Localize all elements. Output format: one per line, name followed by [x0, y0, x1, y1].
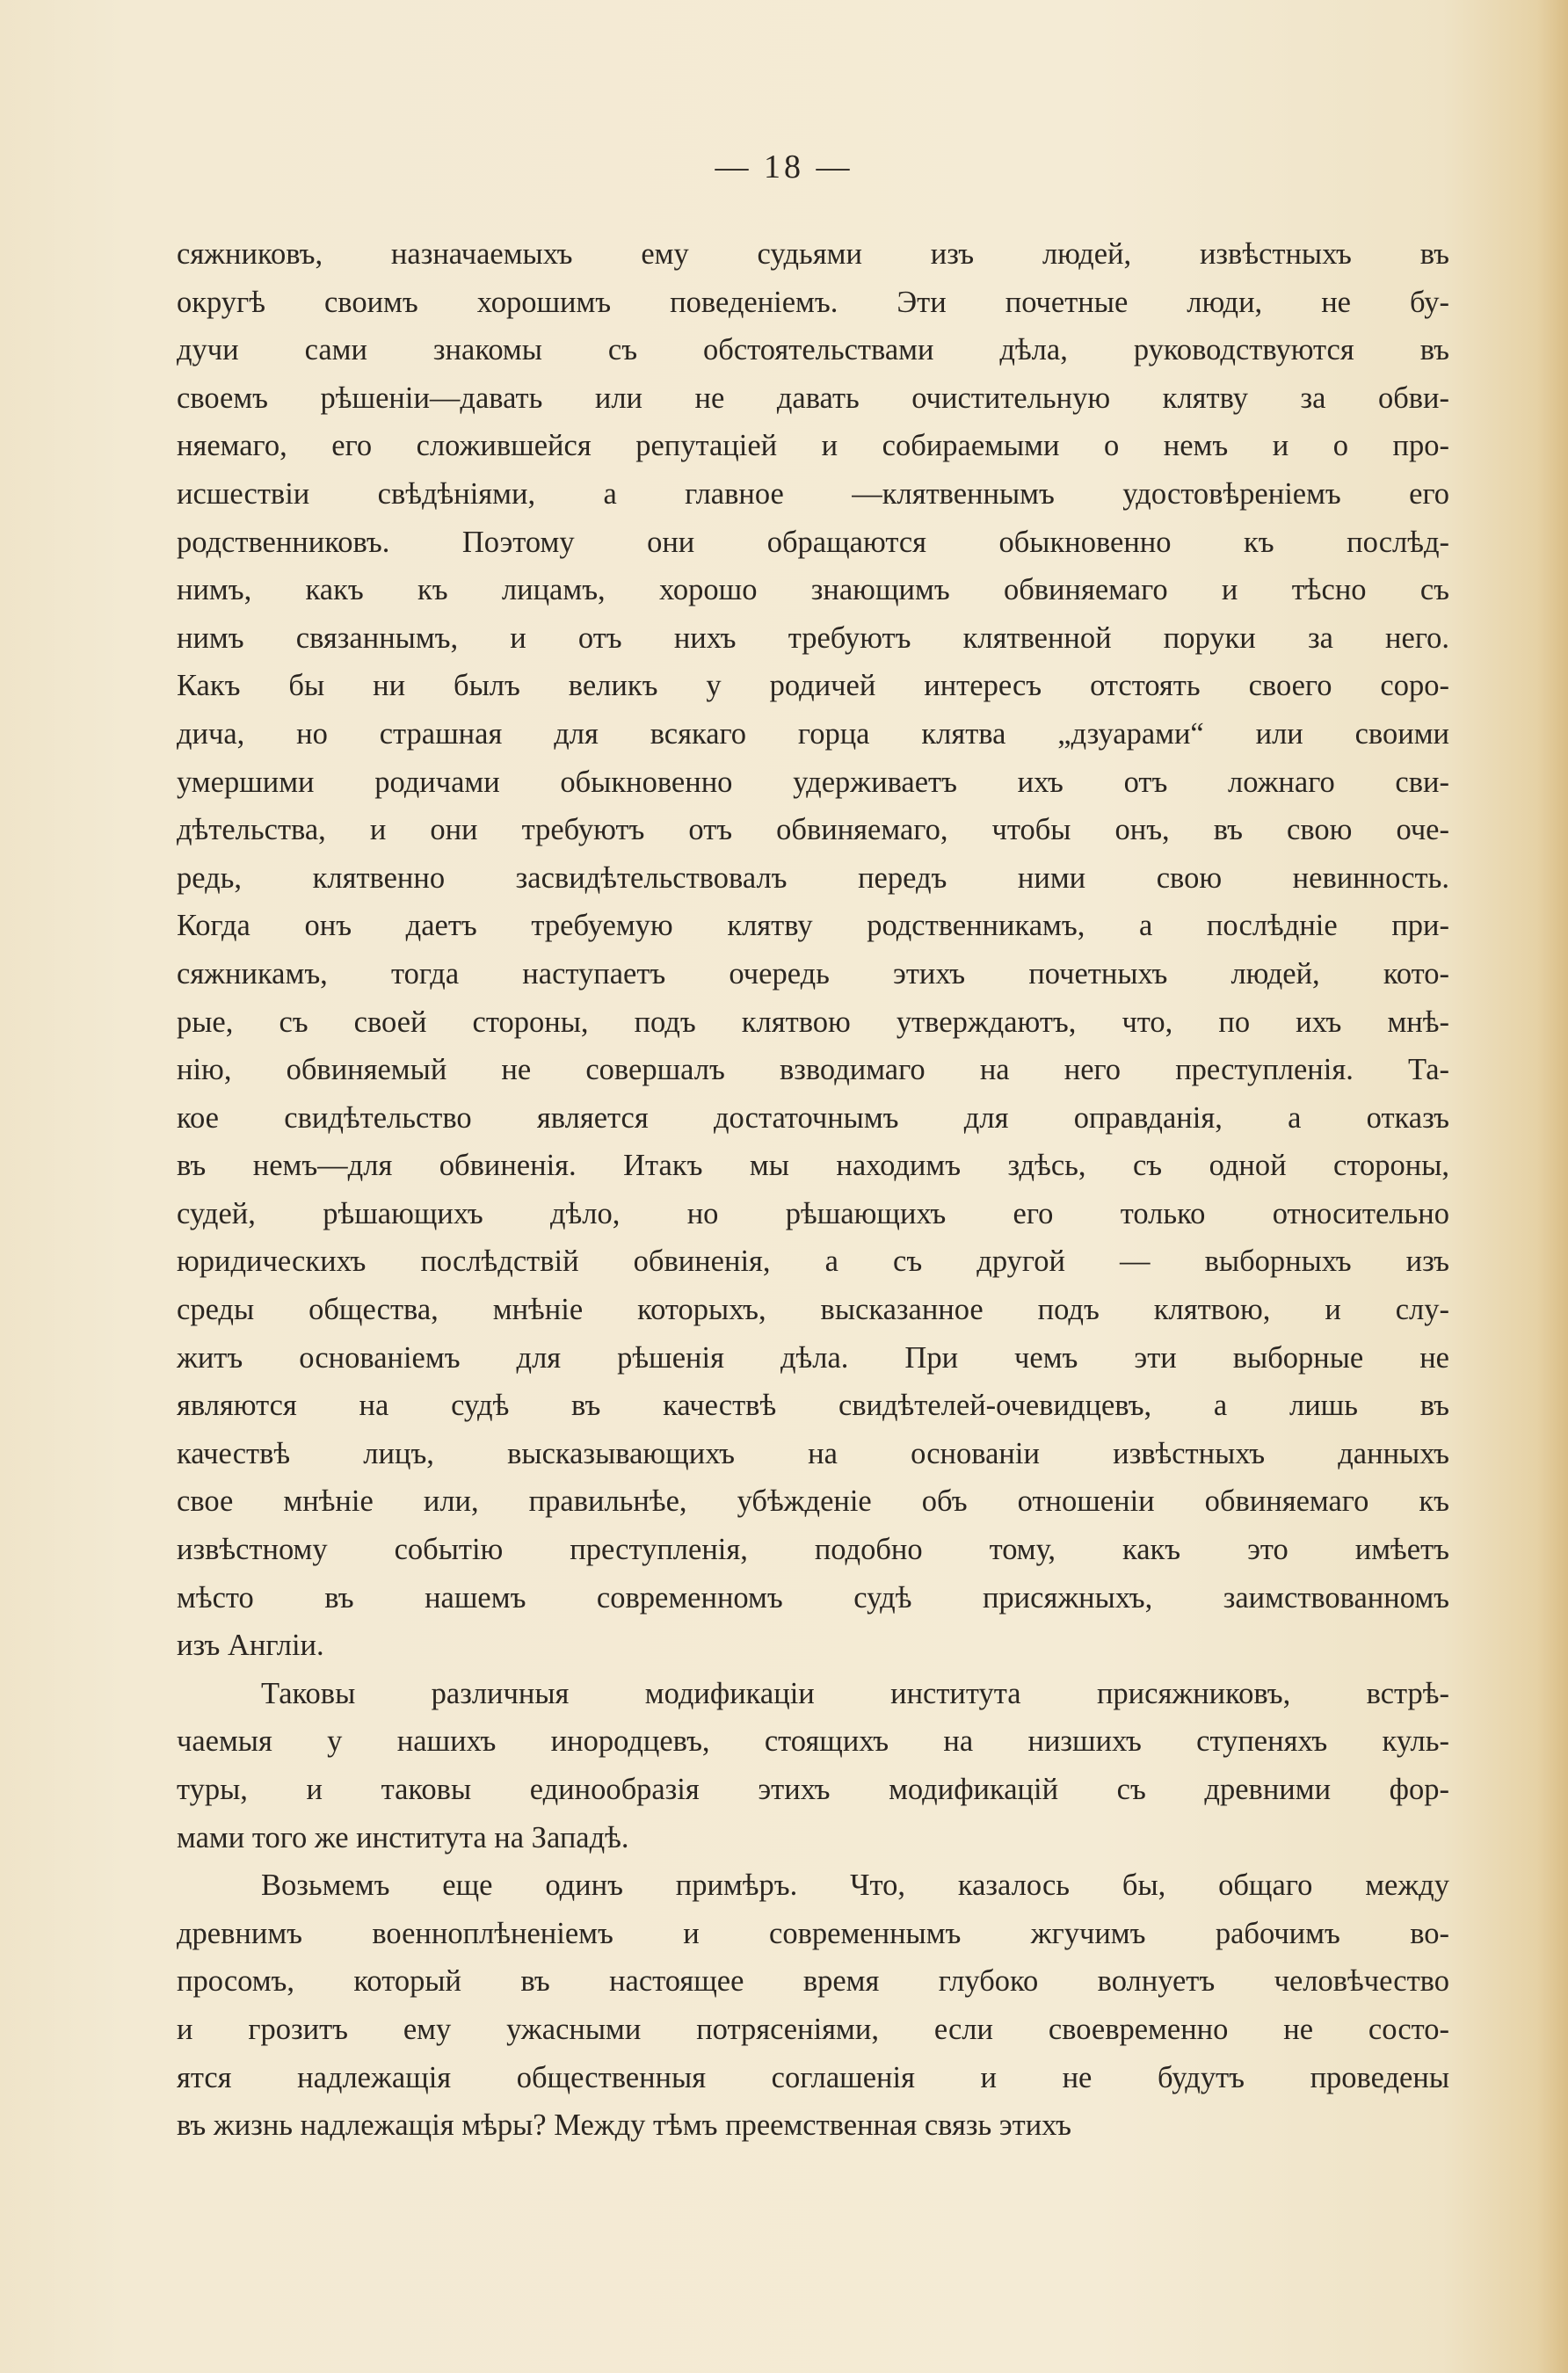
- text-line: своемъ рѣшеніи—давать или не давать очистительную клятву за обви-: [177, 381, 1449, 415]
- text-line: качествѣ лицъ, высказывающихъ на основаніи извѣстныхъ данныхъ: [177, 1436, 1449, 1470]
- text-line: древнимъ военноплѣненіемъ и современнымъ жгучимъ рабочимъ во-: [177, 1916, 1449, 1950]
- text-line: дѣтельства, и они требуютъ отъ обвиняемаго, чтобы онъ, въ свою оче-: [177, 813, 1449, 847]
- text-line: кое свидѣтельство является достаточнымъ для оправданія, а отказъ: [177, 1100, 1449, 1135]
- text-line: судей, рѣшающихъ дѣло, но рѣшающихъ его только относительно: [177, 1196, 1449, 1230]
- text-line: Таковы различныя модификаціи института присяжниковъ, встрѣ-: [261, 1676, 1449, 1710]
- text-line: округѣ своимъ хорошимъ поведеніемъ. Эти почетные люди, не бу-: [177, 285, 1449, 319]
- text-line: и грозитъ ему ужасными потрясеніями, если своевременно не состо-: [177, 2012, 1449, 2046]
- text-line: изъ Англіи.: [177, 1629, 324, 1663]
- text-line: чаемыя у нашихъ инородцевъ, стоящихъ на низшихъ ступеняхъ куль-: [177, 1724, 1449, 1759]
- text-line: въ немъ—для обвиненія. Итакъ мы находимъ здѣсь, съ одной стороны,: [177, 1149, 1449, 1183]
- text-line: просомъ, который въ настоящее время глубоко волнуетъ человѣчество: [177, 1964, 1449, 1999]
- text-line: туры, и таковы единообразія этихъ модификацій съ древними фор-: [177, 1773, 1449, 1806]
- text-line: нимъ связаннымъ, и отъ нихъ требуютъ клятвенной поруки за него.: [177, 620, 1449, 655]
- page-number: — 18 —: [715, 149, 853, 185]
- text-line: сяжниковъ, назначаемыхъ ему судьями изъ людей, извѣстныхъ въ: [177, 237, 1449, 271]
- text-line: дича, но страшная для всякаго горца клятва „дзуарами“ или своими: [177, 716, 1449, 751]
- text-line: нимъ, какъ къ лицамъ, хорошо знающимъ обвиняемаго и тѣсно съ: [177, 573, 1449, 607]
- text-line: ятся надлежащія общественныя соглашенія и не будутъ проведены: [177, 2060, 1449, 2094]
- text-line: мами того же института на Западѣ.: [177, 1820, 629, 1854]
- text-line: нію, обвиняемый не совершалъ взводимаго на него преступленія. Та-: [177, 1053, 1449, 1087]
- text-line: рые, съ своей стороны, подъ клятвою утверждаютъ, что, по ихъ мнѣ-: [177, 1005, 1449, 1039]
- text-line: Какъ бы ни былъ великъ у родичей интересъ отстоять своего соро-: [177, 669, 1449, 703]
- text-line: среды общества, мнѣніе которыхъ, высказанное подъ клятвою, и слу-: [177, 1293, 1449, 1327]
- text-line: родственниковъ. Поэтому они обращаются обыкновенно къ послѣд-: [177, 525, 1449, 559]
- text-line: мѣсто въ нашемъ современномъ судѣ присяжныхъ, заимствованномъ: [177, 1580, 1449, 1615]
- text-line: исшествіи свѣдѣніями, а главное —клятвеннымъ удостовѣреніемъ его: [177, 476, 1449, 511]
- text-line: редь, клятвенно засвидѣтельствовалъ передъ ними свою невинность.: [177, 860, 1449, 895]
- text-line: юридическихъ послѣдствій обвиненія, а съ другой — выборныхъ изъ: [177, 1245, 1449, 1279]
- text-line: свое мнѣніе или, правильнѣе, убѣжденіе объ отношеніи обвиняемаго къ: [177, 1484, 1449, 1519]
- page-body-text: [177, 230, 1449, 2150]
- text-line: являются на судѣ въ качествѣ свидѣтелей-очевидцевъ, а лишь въ: [177, 1389, 1449, 1423]
- text-line: умершими родичами обыкновенно удерживаетъ ихъ отъ ложнаго сви-: [177, 765, 1449, 799]
- text-line: житъ основаніемъ для рѣшенія дѣла. При чемъ эти выборные не: [177, 1340, 1449, 1375]
- text-line: въ жизнь надлежащія мѣры? Между тѣмъ преемственная связь этихъ: [177, 2108, 1071, 2143]
- text-line: Возьмемъ еще одинъ примѣръ. Что, казалось бы, общаго между: [261, 1869, 1449, 1903]
- text-line: сяжникамъ, тогда наступаетъ очередь этихъ почетныхъ людей, кото-: [177, 956, 1449, 991]
- text-line: извѣстному событію преступленія, подобно тому, какъ это имѣетъ: [177, 1533, 1449, 1567]
- text-line: дучи сами знакомы съ обстоятельствами дѣла, руководствуются въ: [177, 333, 1449, 367]
- text-line: няемаго, его сложившейся репутаціей и собираемыми о немъ и о про-: [177, 429, 1449, 463]
- text-line: Когда онъ даетъ требуемую клятву родственникамъ, а послѣдніе при-: [177, 909, 1449, 943]
